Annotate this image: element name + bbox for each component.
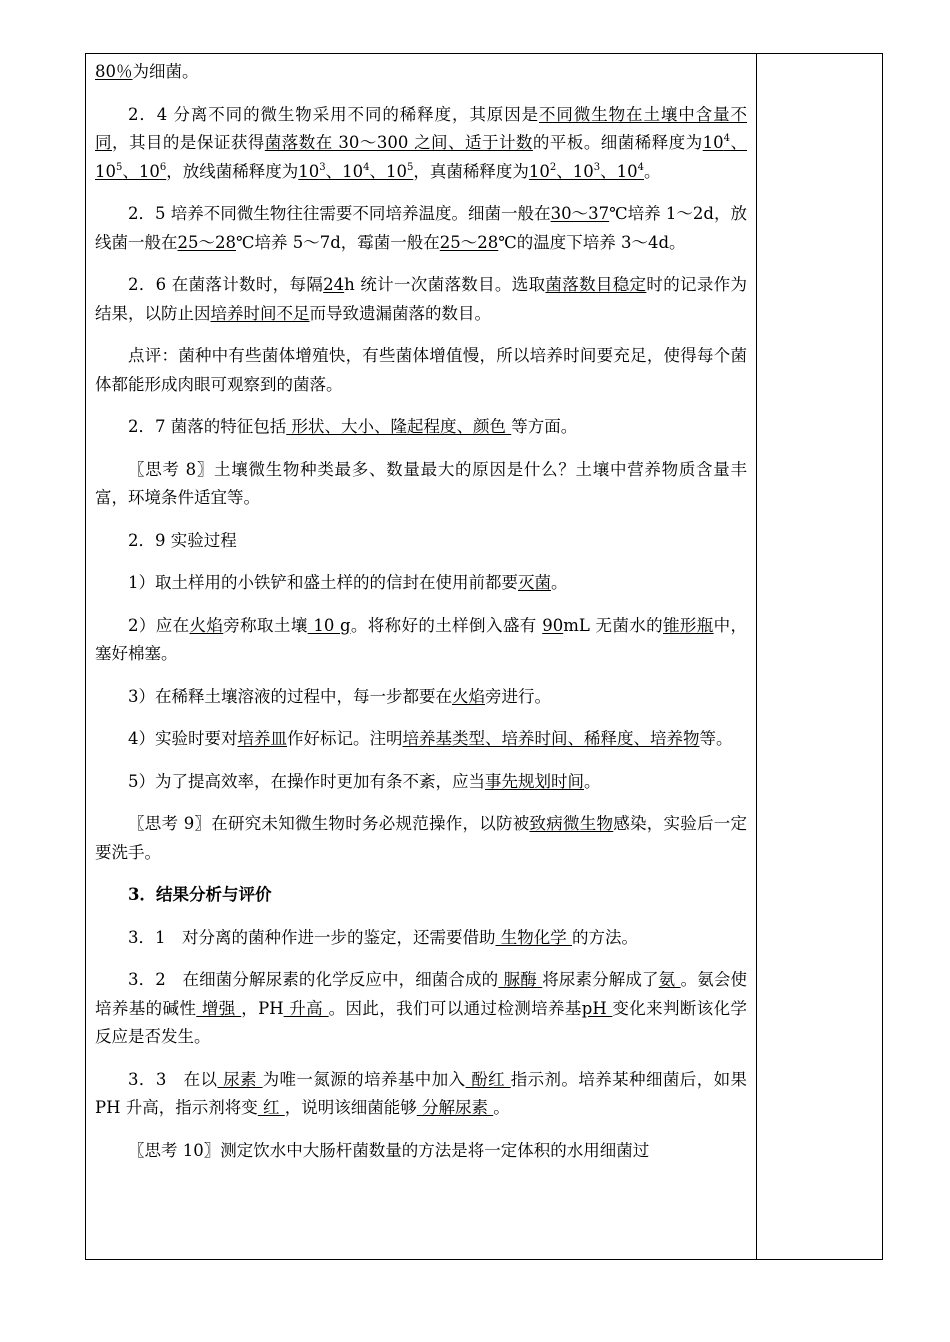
paragraph-2-5: 2．5 培养不同微生物往往需要不同培养温度。细菌一般在30～37℃培养 1～2d，放线菌一般在25～28℃培养 5～7d，霉菌一般在25～28℃的温度下培养 3～4d。 [95, 204, 748, 252]
answer-blank: 80％ [95, 62, 133, 81]
answer-blank: $10^3$、$10^4$、$10^5$ [298, 161, 414, 181]
answer-blank: $10^2$、$10^3$、$10^4$ [528, 161, 644, 181]
answer-blank: 25～28 [177, 232, 236, 252]
answer-blank: 尿素 [217, 1069, 263, 1089]
answer-blank: 事先规划时间 [485, 771, 584, 791]
answer-blank: 氨 [658, 970, 681, 989]
answer-blank: $10^4$、$10^5$、$10^6$ [95, 133, 748, 181]
answer-blank: 增强 [196, 998, 242, 1018]
answer-blank: 培养基类型、培养时间、稀释度、培养物 [402, 729, 700, 748]
column-divider [756, 53, 757, 1260]
answer-blank: 锥形瓶 [662, 615, 714, 635]
answer-blank: 酚红 [465, 1069, 511, 1089]
answer-blank: 升高 [283, 998, 329, 1018]
answer-blank: 10 g [307, 615, 351, 635]
paragraph-3-3: 3．3 在以 尿素 为唯一氮源的培养基中加入 酚红 指示剂。培养某种细菌后，如果 PH 升高，指示剂将变 红 ，说明该细菌能够 分解尿素 。 [95, 1069, 748, 1117]
answer-blank: 30～37 [550, 204, 610, 223]
answer-blank: 菌落数在 30～300 之间、适于计数 [264, 133, 533, 152]
paragraph-3-2: 3．2 在细菌分解尿素的化学反应中，细菌合成的 脲酶 将尿素分解成了氨 。氨会使培养基的碱性 增强 ，PH 升高 。因此，我们可以通过检测培养基pH 变化来判断该化学反应是否发生。 [95, 970, 748, 1046]
answer-blank: 培养皿 [237, 729, 287, 748]
answer-blank: 25～28 [439, 232, 499, 252]
answer-blank: 红 [257, 1098, 285, 1117]
paragraph-think-9: 〖思考 9〗在研究未知微生物时务必规范操作，以防被致病微生物感染，实验后一定要洗手。 [95, 814, 747, 862]
paragraph-step-5: 5）为了提高效率，在操作时更加有条不紊，应当事先规划时间。 [128, 771, 601, 791]
section-heading-3: 3．结果分析与评价 [128, 885, 272, 904]
answer-blank: 脲酶 [498, 970, 543, 989]
paragraph-step-2: 2）应在火焰旁称取土壤 10 g。将称好的土样倒入盛有 90mL 无菌水的锥形瓶中，塞好棉塞。 [95, 615, 748, 663]
paragraph-intro: 80％为细菌。 [95, 62, 199, 81]
document-body [95, 58, 747, 1179]
paragraph-3-1: 3．1 对分离的菌种作进一步的鉴定，还需要借助 生物化学 的方法。 [128, 927, 638, 947]
paragraph-step-1: 1）取土样用的小铁铲和盛土样的的信封在使用前都要灭菌。 [128, 573, 568, 592]
answer-blank: 培养时间不足 [210, 303, 310, 323]
answer-blank: 菌落数目稳定 [545, 275, 647, 294]
paragraph-step-3: 3）在稀释土壤溶液的过程中，每一步都要在火焰旁进行。 [128, 686, 551, 706]
paragraph-2-7: 2．7 菌落的特征包括 形状、大小、隆起程度、颜色 等方面。 [128, 417, 578, 436]
paragraph-step-4: 4）实验时要对培养皿作好标记。注明培养基类型、培养时间、稀释度、培养物等。 [128, 729, 733, 748]
paragraph-think-8: 〖思考 8〗土壤微生物种类最多、数量最大的原因是什么？土壤中营养物质含量丰富，环境条件适宜等。 [95, 459, 747, 507]
answer-blank: 不同微生物在土壤中含量不同 [95, 104, 747, 152]
answer-blank: 灭菌 [518, 573, 551, 592]
answer-blank: 分解尿素 [416, 1098, 494, 1117]
paragraph-comment: 点评：菌种中有些菌体增殖快，有些菌体增值慢，所以培养时间要充足，使得每个菌体都能形成肉眼可观察到的菌落。 [95, 346, 747, 394]
answer-blank: 形状、大小、隆起程度、颜色 [286, 417, 512, 436]
answer-blank: 90 [542, 615, 564, 635]
paragraph-2-9: 2．9 实验过程 [128, 530, 237, 550]
answer-blank: 生物化学 [495, 927, 572, 947]
answer-blank: 致病微生物 [529, 814, 614, 833]
answer-blank: 火焰 [189, 615, 224, 635]
paragraph-2-6: 2．6 在菌落计数时，每隔24h 统计一次菌落数目。选取菌落数目稳定时的记录作为结果，以防止因培养时间不足而导致遗漏菌落的数目。 [95, 275, 748, 323]
answer-blank: 火焰 [452, 686, 485, 706]
answer-blank: 24 [323, 275, 345, 294]
paragraph-2-4: 2．4 分离不同的微生物采用不同的稀释度，其原因是不同微生物在土壤中含量不同，其目的是保证获得菌落数在 30～300 之间、适于计数的平板。细菌稀释度为$10^4$、$10^5$、$10^6$，放线菌稀释度为$10^3$、$10^4$、$10^5$，真菌稀释度为$10^2$、$10^3$、$10^4$。 [95, 104, 748, 181]
paragraph-think-10: 〖思考 10〗测定饮水中大肠杆菌数量的方法是将一定体积的水用细菌过 [128, 1140, 650, 1160]
answer-blank: pH [581, 998, 613, 1018]
